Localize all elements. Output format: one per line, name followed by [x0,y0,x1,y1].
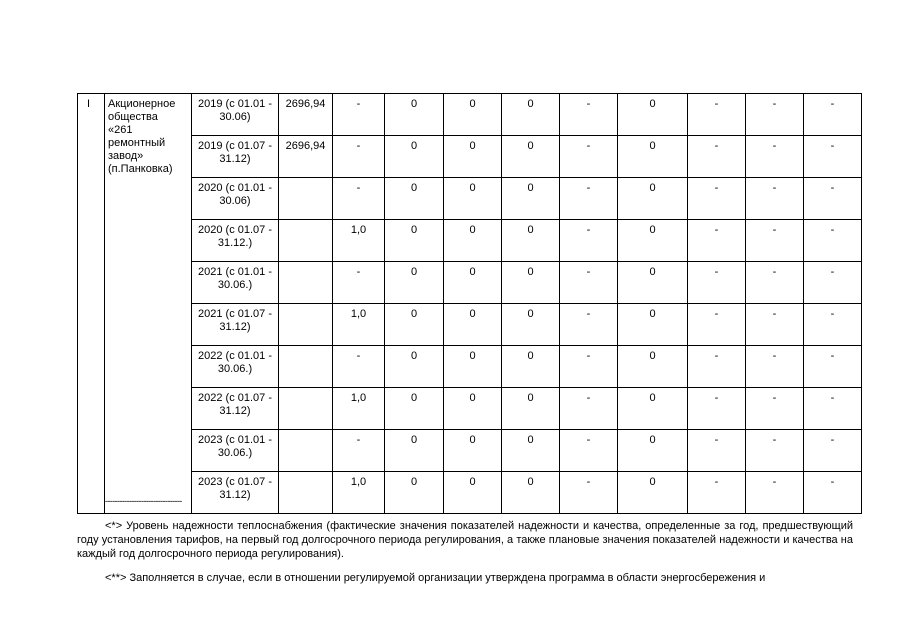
period-line: 31.12) [219,321,251,333]
table-body [78,94,862,514]
tariff-cell [279,220,333,262]
value-cell: - [688,94,746,136]
value-cell: 0 [385,472,444,514]
value-cell: - [688,472,746,514]
footnote-separator: -------------------------------- [105,496,182,506]
period-line: 31.12) [219,153,251,165]
value-cell: - [746,430,804,472]
value-cell: - [804,220,862,262]
period-line: 2019 (с 01.07 - [198,140,272,152]
period-cell [192,178,279,220]
value-cell: 0 [444,262,502,304]
value-cell: - [746,346,804,388]
value-cell: 1,0 [333,304,385,346]
value-cell: - [560,262,618,304]
value-cell: - [560,304,618,346]
table-row [78,262,862,304]
tariff-cell [279,346,333,388]
value-cell: 0 [502,262,560,304]
value-cell: - [560,220,618,262]
value-cell: 0 [385,94,444,136]
value-cell: - [333,94,385,136]
value-cell: 0 [618,136,688,178]
value-cell: 0 [385,220,444,262]
period-line: 30.06) [219,111,251,123]
value-cell: - [804,388,862,430]
value-cell: - [746,304,804,346]
value-cell: - [333,430,385,472]
organization-line: «261 [108,124,133,136]
value-cell: - [804,304,862,346]
value-cell: 0 [502,220,560,262]
period-cell [192,136,279,178]
period-line: 2019 (с 01.01 - [198,98,272,110]
value-cell: - [746,388,804,430]
value-cell: - [333,136,385,178]
row-number-cell: I [78,94,105,514]
period-line: 2023 (с 01.07 - [198,476,272,488]
value-cell: - [804,178,862,220]
value-cell: - [688,178,746,220]
regulation-table [77,93,862,514]
value-cell: 0 [502,304,560,346]
value-cell: 0 [385,136,444,178]
value-cell: - [560,136,618,178]
period-line: 2021 (с 01.01 - [198,266,272,278]
value-cell: - [804,430,862,472]
value-cell: 0 [502,388,560,430]
value-cell: 0 [618,472,688,514]
value-cell: 0 [618,430,688,472]
period-cell [192,304,279,346]
table-row [78,388,862,430]
value-cell: - [746,136,804,178]
footnote-reliability: <*> Уровень надежности теплоснабжения (фактические значения показателей надежности и качества, определенные за год, предшествующий году установления тарифов, на первый год долгосрочного периода регулирования, а также плановые значения показателей надежности и качества на каждый год долгосрочного периода регулирования). [77,520,853,560]
period-line: 2023 (с 01.01 - [198,434,272,446]
value-cell: - [804,94,862,136]
tariff-cell [279,472,333,514]
tariff-cell [279,304,333,346]
period-line: 2022 (с 01.01 - [198,350,272,362]
value-cell: 0 [444,346,502,388]
value-cell: - [804,472,862,514]
value-cell: - [746,262,804,304]
value-cell: 0 [385,262,444,304]
value-cell: 0 [502,472,560,514]
period-line: 31.12) [219,405,251,417]
table-row [78,472,862,514]
period-cell [192,94,279,136]
value-cell: 0 [618,178,688,220]
table-row [78,346,862,388]
value-cell: - [560,472,618,514]
value-cell: 0 [444,136,502,178]
period-line: 31.12.) [217,237,253,249]
value-cell: - [804,262,862,304]
period-cell [192,430,279,472]
value-cell: - [746,220,804,262]
value-cell: - [688,388,746,430]
organization-line: Акционерное [108,98,176,110]
value-cell: - [688,136,746,178]
value-cell: - [333,346,385,388]
value-cell: - [688,346,746,388]
value-cell: 0 [618,388,688,430]
value-cell: 0 [385,346,444,388]
value-cell: 0 [444,220,502,262]
period-line: 2020 (с 01.01 - [198,182,272,194]
tariff-cell [279,262,333,304]
period-cell [192,472,279,514]
value-cell: - [560,346,618,388]
tariff-cell [279,178,333,220]
value-cell: 0 [618,262,688,304]
value-cell: - [688,304,746,346]
footnote-energy-saving: <**> Заполняется в случае, если в отношении регулируемой организации утверждена программа в области энергосбережения и [105,572,766,584]
value-cell: - [688,430,746,472]
value-cell: 0 [444,472,502,514]
value-cell: 1,0 [333,388,385,430]
period-line: 2021 (с 01.07 - [198,308,272,320]
value-cell: 1,0 [333,472,385,514]
table-row [78,136,862,178]
value-cell: 0 [444,178,502,220]
period-cell [192,220,279,262]
value-cell: - [560,388,618,430]
period-line: 30.06.) [217,447,253,459]
table-row [78,178,862,220]
period-cell [192,388,279,430]
value-cell: 0 [502,346,560,388]
value-cell: 0 [502,178,560,220]
period-cell [192,262,279,304]
value-cell: - [804,346,862,388]
value-cell: 0 [444,388,502,430]
period-line: 2022 (с 01.07 - [198,392,272,404]
value-cell: 0 [444,94,502,136]
organization-line: ремонтный [108,137,166,149]
value-cell: - [333,178,385,220]
value-cell: - [746,178,804,220]
tariff-cell [279,430,333,472]
value-cell: 0 [618,220,688,262]
value-cell: 0 [385,430,444,472]
value-cell: - [560,430,618,472]
value-cell: 1,0 [333,220,385,262]
tariff-cell: 2696,94 [279,136,333,178]
value-cell: - [688,220,746,262]
value-cell: 0 [444,430,502,472]
period-cell [192,346,279,388]
value-cell: 0 [385,388,444,430]
value-cell: 0 [502,136,560,178]
value-cell: 0 [444,304,502,346]
organization-line: общества [108,111,158,123]
period-line: 2020 (с 01.07 - [198,224,272,236]
tariff-cell [279,388,333,430]
value-cell: - [560,94,618,136]
table-row [78,430,862,472]
value-cell: - [804,136,862,178]
value-cell: 0 [385,178,444,220]
value-cell: - [746,94,804,136]
value-cell: 0 [502,430,560,472]
value-cell: - [333,262,385,304]
value-cell: 0 [618,94,688,136]
organization-line: (п.Панковка) [108,163,173,175]
value-cell: 0 [385,304,444,346]
table-row [78,220,862,262]
table-row [78,304,862,346]
period-line: 30.06.) [217,363,253,375]
tariff-cell: 2696,94 [279,94,333,136]
value-cell: - [688,262,746,304]
value-cell: 0 [618,304,688,346]
period-line: 30.06) [219,195,251,207]
value-cell: 0 [502,94,560,136]
period-line: 31.12) [219,489,251,501]
period-line: 30.06.) [217,279,253,291]
organization-cell [105,94,192,514]
value-cell: - [746,472,804,514]
value-cell: 0 [618,346,688,388]
table-row [78,94,862,136]
value-cell: - [560,178,618,220]
organization-line: завод» [108,150,144,162]
